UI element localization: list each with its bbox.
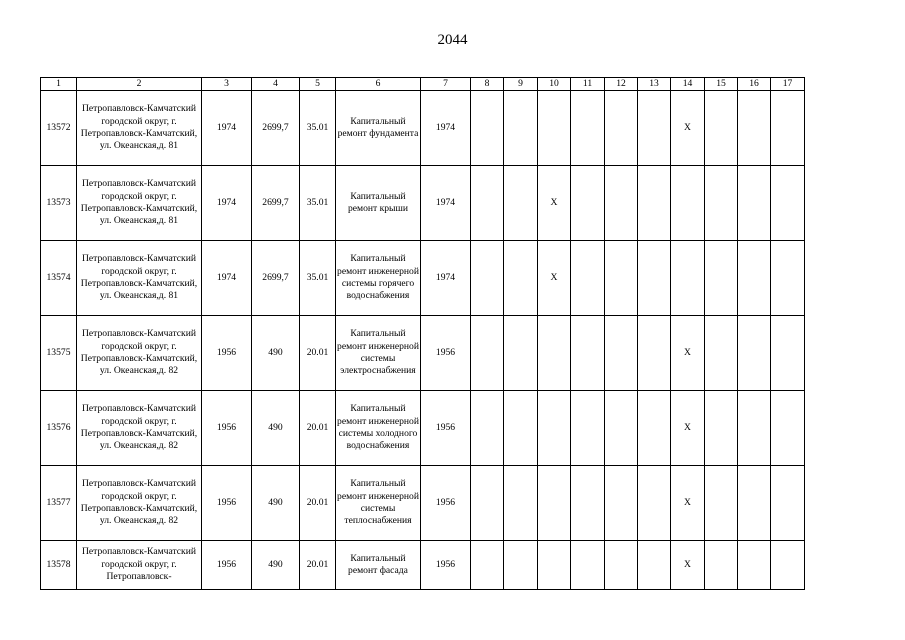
period-cell — [471, 541, 504, 590]
period-cell: X — [671, 466, 705, 541]
record-id-cell: 13578 — [41, 541, 77, 590]
period-cell — [638, 541, 671, 590]
period-cell — [504, 166, 538, 241]
column-number-cell: 12 — [605, 78, 638, 91]
period-cell — [471, 466, 504, 541]
record-id-cell: 13576 — [41, 391, 77, 466]
period-cell — [705, 166, 738, 241]
record-id-cell: 13573 — [41, 166, 77, 241]
period-cell — [771, 541, 805, 590]
column-number-cell: 9 — [504, 78, 538, 91]
period-cell: X — [538, 241, 571, 316]
period-cell — [538, 391, 571, 466]
table-row — [41, 316, 805, 391]
period-cell — [571, 541, 605, 590]
period-cell: X — [671, 316, 705, 391]
address-cell: Петропавловск-Камчатский городской округ, г. Петропавловск-Камчатский, ул. Океанская,д. 81 — [77, 166, 202, 241]
column-number-cell: 3 — [202, 78, 252, 91]
period-cell — [738, 91, 771, 166]
period-cell — [605, 91, 638, 166]
year-cell: 1956 — [421, 541, 471, 590]
area-cell: 490 — [252, 391, 300, 466]
year-cell: 1974 — [421, 241, 471, 316]
column-number-cell: 5 — [300, 78, 336, 91]
period-cell — [738, 466, 771, 541]
table-row — [41, 91, 805, 166]
year-cell: 1974 — [421, 166, 471, 241]
period-cell: X — [538, 166, 571, 241]
year-cell: 1956 — [202, 541, 252, 590]
column-number-cell: 14 — [671, 78, 705, 91]
address-cell: Петропавловск-Камчатский городской округ, г. Петропавловск-Камчатский, ул. Океанская,д. 82 — [77, 391, 202, 466]
period-cell — [605, 391, 638, 466]
table-row — [41, 541, 805, 590]
period-cell — [471, 241, 504, 316]
period-cell: X — [671, 541, 705, 590]
code-cell: 20.01 — [300, 466, 336, 541]
year-cell: 1974 — [202, 241, 252, 316]
period-cell — [638, 466, 671, 541]
column-number-cell: 16 — [738, 78, 771, 91]
period-cell — [738, 391, 771, 466]
work-type-cell: Капитальный ремонт крыши — [336, 166, 421, 241]
page-number: 2044 — [437, 32, 468, 48]
period-cell — [738, 316, 771, 391]
period-cell: X — [671, 391, 705, 466]
column-number-cell: 17 — [771, 78, 805, 91]
period-cell — [705, 391, 738, 466]
period-cell — [538, 316, 571, 391]
code-cell: 35.01 — [300, 91, 336, 166]
period-cell — [471, 316, 504, 391]
period-cell — [638, 316, 671, 391]
period-cell — [705, 541, 738, 590]
period-cell — [605, 166, 638, 241]
period-cell — [471, 166, 504, 241]
period-cell — [605, 466, 638, 541]
work-type-cell: Капитальный ремонт инженерной системы электроснабжения — [336, 316, 421, 391]
period-cell — [771, 241, 805, 316]
period-cell — [571, 391, 605, 466]
period-cell — [504, 541, 538, 590]
period-cell — [771, 466, 805, 541]
area-cell: 2699,7 — [252, 166, 300, 241]
record-id-cell: 13572 — [41, 91, 77, 166]
record-id-cell: 13574 — [41, 241, 77, 316]
area-cell: 490 — [252, 316, 300, 391]
period-cell — [605, 541, 638, 590]
address-cell: Петропавловск-Камчатский городской округ, г. Петропавловск-Камчатский, ул. Океанская,д. 82 — [77, 466, 202, 541]
address-cell: Петропавловск-Камчатский городской округ, г. Петропавловск-Камчатский, ул. Океанская,д. 81 — [77, 91, 202, 166]
period-cell — [571, 166, 605, 241]
period-cell — [504, 316, 538, 391]
code-cell: 20.01 — [300, 541, 336, 590]
period-cell: X — [671, 91, 705, 166]
period-cell — [638, 91, 671, 166]
work-type-cell: Капитальный ремонт инженерной системы теплоснабжения — [336, 466, 421, 541]
year-cell: 1956 — [421, 391, 471, 466]
period-cell — [738, 166, 771, 241]
column-number-cell: 8 — [471, 78, 504, 91]
work-type-cell: Капитальный ремонт инженерной системы холодного водоснабжения — [336, 391, 421, 466]
period-cell — [571, 91, 605, 166]
column-number-cell: 2 — [77, 78, 202, 91]
column-number-cell: 10 — [538, 78, 571, 91]
period-cell — [638, 241, 671, 316]
period-cell — [571, 316, 605, 391]
record-id-cell: 13577 — [41, 466, 77, 541]
period-cell — [705, 316, 738, 391]
period-cell — [671, 166, 705, 241]
work-type-cell: Капитальный ремонт инженерной системы горячего водоснабжения — [336, 241, 421, 316]
address-cell: Петропавловск-Камчатский городской округ, г. Петропавловск-Камчатский, ул. Океанская,д. 81 — [77, 241, 202, 316]
table-row — [41, 166, 805, 241]
period-cell — [538, 466, 571, 541]
period-cell — [471, 91, 504, 166]
period-cell — [638, 391, 671, 466]
period-cell — [771, 166, 805, 241]
year-cell: 1956 — [202, 466, 252, 541]
column-number-cell: 7 — [421, 78, 471, 91]
column-number-cell: 11 — [571, 78, 605, 91]
period-cell — [738, 241, 771, 316]
year-cell: 1956 — [202, 391, 252, 466]
table-row — [41, 391, 805, 466]
period-cell — [771, 391, 805, 466]
code-cell: 35.01 — [300, 166, 336, 241]
period-cell — [738, 541, 771, 590]
period-cell — [705, 91, 738, 166]
area-cell: 490 — [252, 466, 300, 541]
period-cell — [504, 466, 538, 541]
column-number-cell: 6 — [336, 78, 421, 91]
year-cell: 1974 — [421, 91, 471, 166]
area-cell: 2699,7 — [252, 241, 300, 316]
period-cell — [504, 241, 538, 316]
area-cell: 2699,7 — [252, 91, 300, 166]
period-cell — [771, 91, 805, 166]
period-cell — [571, 241, 605, 316]
column-number-cell: 15 — [705, 78, 738, 91]
record-id-cell: 13575 — [41, 316, 77, 391]
year-cell: 1974 — [202, 91, 252, 166]
column-number-row — [41, 78, 805, 91]
code-cell: 35.01 — [300, 241, 336, 316]
repair-program-table — [40, 77, 805, 590]
year-cell: 1956 — [421, 316, 471, 391]
period-cell — [538, 91, 571, 166]
period-cell — [638, 166, 671, 241]
address-cell: Петропавловск-Камчатский городской округ, г. Петропавловск-Камчатский, ул. Океанская,д. 82 — [77, 316, 202, 391]
period-cell — [671, 241, 705, 316]
period-cell — [771, 316, 805, 391]
column-number-cell: 13 — [638, 78, 671, 91]
work-type-cell: Капитальный ремонт фасада — [336, 541, 421, 590]
code-cell: 20.01 — [300, 316, 336, 391]
year-cell: 1956 — [202, 316, 252, 391]
period-cell — [504, 91, 538, 166]
period-cell — [571, 466, 605, 541]
period-cell — [705, 466, 738, 541]
period-cell — [605, 316, 638, 391]
area-cell: 490 — [252, 541, 300, 590]
period-cell — [605, 241, 638, 316]
period-cell — [538, 541, 571, 590]
address-cell: Петропавловск-Камчатский городской округ, г. Петропавловск- — [77, 541, 202, 590]
table-row — [41, 241, 805, 316]
column-number-cell: 1 — [41, 78, 77, 91]
code-cell: 20.01 — [300, 391, 336, 466]
column-number-cell: 4 — [252, 78, 300, 91]
period-cell — [471, 391, 504, 466]
table-row — [41, 466, 805, 541]
period-cell — [504, 391, 538, 466]
period-cell — [705, 241, 738, 316]
year-cell: 1974 — [202, 166, 252, 241]
year-cell: 1956 — [421, 466, 471, 541]
work-type-cell: Капитальный ремонт фундамента — [336, 91, 421, 166]
